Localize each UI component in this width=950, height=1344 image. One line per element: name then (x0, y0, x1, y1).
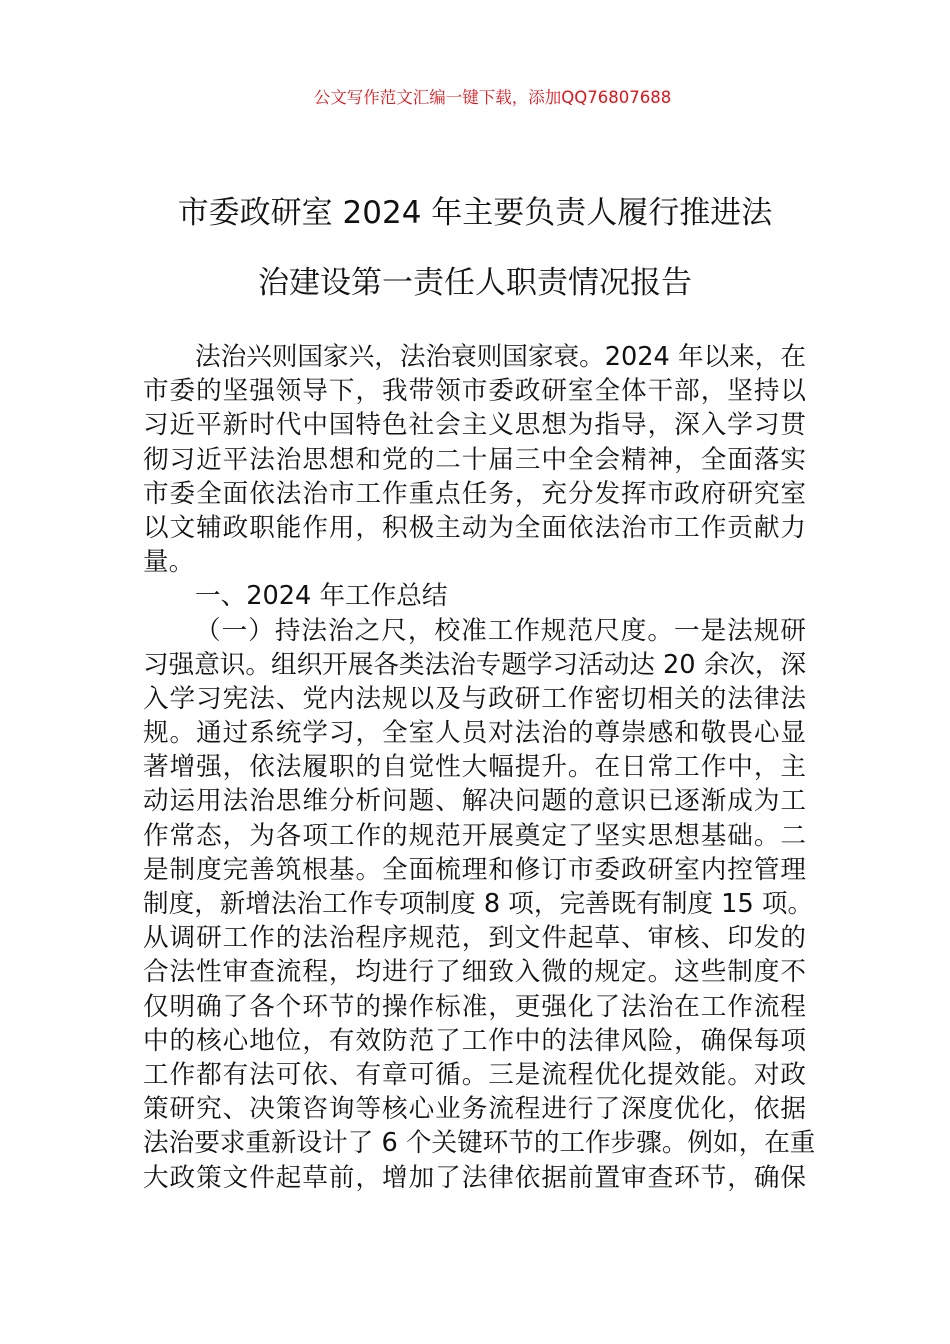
text-line: 彻习近平法治思想和党的二十届三中全会精神，全面落实 (143, 444, 806, 475)
text-line: 规。通过系统学习，全室人员对法治的尊崇感和敬畏心显 (143, 718, 806, 749)
text-line: 作常态，为各项工作的规范开展奠定了坚实思想基础。二 (143, 820, 806, 851)
promo-banner: 公文写作范文汇编一键下载，添加QQ76807688 (313, 88, 672, 107)
text-line: 入学习宪法、党内法规以及与政研工作密切相关的法律法 (143, 683, 806, 714)
text-line: 是制度完善筑根基。全面梳理和修订市委政研室内控管理 (143, 854, 806, 885)
text-line: 策研究、决策咨询等核心业务流程进行了深度优化，依据 (143, 1094, 806, 1125)
text-line: 动运用法治思维分析问题、解决问题的意识已逐渐成为工 (143, 786, 806, 817)
text-line: 大政策文件起草前，增加了法律依据前置审查环节，确保 (143, 1162, 806, 1193)
text-line: （一）持法治之尺，校准工作规范尺度。一是法规研 (195, 615, 806, 646)
text-line: 习强意识。组织开展各类法治专题学习活动达 20 余次，深 (143, 649, 807, 680)
title-line-2: 治建设第一责任人职责情况报告 (258, 265, 692, 301)
text-line: 市委全面依法治市工作重点任务，充分发挥市政府研究室 (143, 478, 806, 509)
section-one-paragraph (143, 614, 816, 1195)
text-line: 以文辅政职能作用，积极主动为全面依法治市工作贡献力 (143, 512, 806, 543)
text-line: 法治兴则国家兴，法治衰则国家衰。2024 年以来，在 (195, 342, 806, 372)
intro-paragraph (143, 340, 806, 579)
text-line: 从调研工作的法治程序规范，到文件起草、审核、印发的 (143, 923, 806, 954)
text-line: 工作都有法可依、有章可循。三是流程优化提效能。对政 (143, 1059, 806, 1090)
text-line: 著增强，依法履职的自觉性大幅提升。在日常工作中，主 (143, 752, 806, 783)
text-line: 中的核心地位，有效防范了工作中的法律风险，确保每项 (143, 1025, 806, 1056)
document-body (143, 340, 816, 1195)
text-line: 量。 (143, 547, 195, 578)
document-title (140, 178, 810, 318)
text-line: 法治要求重新设计了 6 个关键环节的工作步骤。例如，在重 (143, 1128, 816, 1159)
text-line: 仅明确了各个环节的操作标准，更强化了法治在工作流程 (143, 991, 806, 1022)
text-line: 习近平新时代中国特色社会主义思想为指导，深入学习贯 (143, 410, 806, 441)
text-line: 制度，新增法治工作专项制度 8 项，完善既有制度 15 项。 (143, 889, 814, 919)
section-heading: 一、2024 年工作总结 (195, 581, 448, 612)
text-line: 合法性审查流程，均进行了细致入微的规定。这些制度不 (143, 957, 806, 988)
text-line: 市委的坚强领导下，我带领市委政研室全体干部，坚持以 (143, 376, 806, 407)
title-line-1: 市委政研室 2024 年主要负责人履行推进法 (177, 195, 773, 231)
